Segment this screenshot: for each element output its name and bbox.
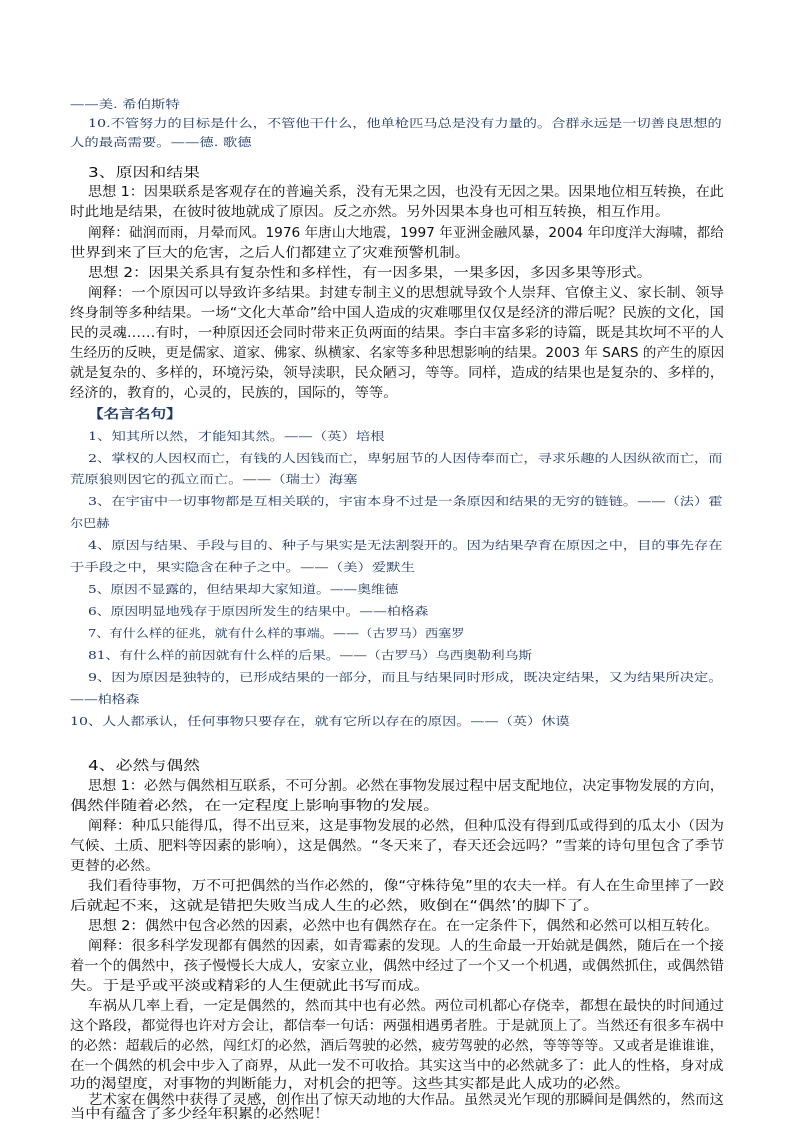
body-line: 更替的必然。 [70,858,160,874]
body-line: 就是复杂的、多样的，环境污染，领导渎职，民众陋习，等等。同样，造成的结果也是复杂的、多样的， [70,365,724,381]
body-line: 终身制等多种结果。一场“文化大革命”给中国人造成的灾难哪里仅仅是经济的滞后呢？民族的文化，国 [70,305,725,321]
quote-item: 5、原因不显露的，但结果却大家知道。——奥维德 [88,582,399,596]
body-line: 的必然：超载后的必然，闯红灯的必然，酒后驾驶的必然，疲劳驾驶的必然，等等等等。又或者是谁谁谁， [70,1038,724,1054]
quotes-heading: 【名言名句】 [88,406,182,421]
quote-attribution: ——美. 希伯斯特 [70,97,180,111]
quote-line: 人的最高需要。——德. 歌德 [70,135,252,149]
quote-item: 7、有什么样的征兆，就有什么样的事端。——（古罗马）西塞罗 [88,626,465,640]
section-heading: 4、必然与偶然 [88,758,200,774]
body-line: 气候、土质、肥料等因素的影响），这是偶然。“冬天来了，春天还会远吗？”雪莱的诗句里包含了季节 [70,838,725,854]
quote-item: 4、原因与结果、手段与目的、种子与果实是无法割裂开的。因为结果孕育在原因之中，目的事先存在 [88,538,723,552]
quote-item: 2、掌权的人因权而亡，有钱的人因钱而亡，卑躬屈节的人因侍奉而亡，寻求乐趣的人因纵欲而亡，而 [88,451,723,465]
quote-item: 于手段之中，果实隐含在种子之中。——（美）爱默生 [70,560,415,574]
body-line: 艺术家在偶然中获得了灵感，创作出了惊天动地的大作品。虽然灵光乍现的那瞬间是偶然的，然而这 [88,1092,724,1108]
body-line: 思想 2：因果关系具有复杂性和多样性，有一因多果，一果多因，多因多果等形式。 [88,265,652,281]
body-line: 当中有蕴含了多少经年积累的必然呢！ [70,1106,330,1122]
body-line: 民的灵魂……有时，一种原因还会同时带来正负两面的结果。李白丰富多彩的诗篇，既是其坎坷不平的人 [70,325,724,341]
quote-item: 3、在宇宙中一切事物都是互相关联的，宇宙本身不过是一条原因和结果的无穷的链链。——（法）霍 [88,494,723,508]
quote-item: 1、知其所以然，才能知其然。——（英）培根 [88,429,385,443]
quote-item: 81、有什么样的前因就有什么样的后果。——（古罗马）乌西奥勒利乌斯 [88,648,533,662]
body-line: 车祸从几率上看，一定是偶然的，然而其中也有必然。两位司机都心存侥幸，都想在最快的时间通过 [88,998,724,1014]
body-line: 时此地是结果，在彼时彼地就成了原因。反之亦然。另外因果本身也可相互转换，相互作用。 [70,204,670,220]
quote-item: 6、原因明显地残存于原因所发生的结果中。——柏格森 [88,604,429,618]
body-line: 失。于是乎或平淡或精彩的人生便就此书写而成。 [70,978,430,994]
body-line: 生经历的反映，更是儒家、道家、佛家、纵横家、名家等多种思想影响的结果。2003 年 SARS 的产生的原因 [70,345,725,361]
quote-item: 尔巴赫 [70,516,110,530]
body-line: 在一个偶然的机会中步入了商界，从此一发不可收拾。其实这当中的必然就多了：此人的性格，身对成 [70,1058,724,1074]
body-line: 阐释：础润而雨，月晕而风。1976 年唐山大地震，1997 年亚洲金融风暴，2004 年印度洋大海啸，都给 [88,225,724,241]
body-line: 思想 1：因果联系是客观存在的普遍关系，没有无果之因，也没有无因之果。因果地位相互转换，在此 [88,184,724,200]
quote-item: ——柏格森 [70,692,140,706]
quote-line: 10.不管努力的目标是什么，不管他干什么，他单枪匹马总是没有力量的。合群永远是一切善良思想的 [88,116,722,130]
body-line: 偶然伴随着必然，在一定程度上影响事物的发展。 [70,798,441,814]
body-line: 世界到来了巨大的危害，之后人们都建立了灾难预警机制。 [70,245,470,261]
body-line: 这个路段，都觉得也许对方会让，都信奉一句话：两强相遇勇者胜。于是就顶上了。当然还有很多车祸中 [70,1018,724,1034]
body-line: 我们看待事物，万不可把偶然的当作必然的，像“守株待兔”里的农夫一样。有人在生命里摔了一跤 [88,878,725,894]
body-line: 后就起不来，这就是错把失败当成人生的必然，败倒在“偶然’的脚下了。 [70,898,600,914]
body-line: 着一个的偶然中，孩子慢慢长大成人，安家立业，偶然中经过了一个又一个机遇，或偶然抓住，或偶然错 [70,958,724,974]
body-line: 功的渴望度，对事物的判断能力，对机会的把等。这些其实都是此人成功的必然。 [70,1076,631,1092]
body-line: 阐释：种瓜只能得瓜，得不出豆来，这是事物发展的必然，但种瓜没有得到瓜或得到的瓜太小（因为 [88,818,724,834]
body-line: 阐释：一个原因可以导致许多结果。封建专制主义的思想就导致个人崇拜、官僚主义、家长制、领导 [88,285,724,301]
body-line: 思想 1：必然与偶然相互联系，不可分割。必然在事物发展过程中居支配地位，决定事物发展的方向， [88,778,724,794]
body-line: 经济的，教育的，心灵的，民族的，国际的，等等。 [70,385,398,401]
body-line: 思想 2：偶然中包含必然的因素，必然中也有偶然存在。在一定条件下，偶然和必然可以相互转化。 [88,918,719,934]
body-line: 阐释：很多科学发现都有偶然的因素，如青霉素的发现。人的生命最一开始就是偶然，随后在一个接 [88,938,724,954]
quote-item: 10、人人都承认，任何事物只要存在，就有它所以存在的原因。——（英）休谟 [70,714,570,728]
section-heading: 3、原因和结果 [88,165,200,181]
quote-item: 荒原狼则因它的孤立而亡。——（瑞士）海塞 [70,472,358,486]
quote-item: 9、因为原因是独特的，已形成结果的一部分，而且与结果同时形成，既决定结果，又为结果所决定。 [88,670,723,684]
